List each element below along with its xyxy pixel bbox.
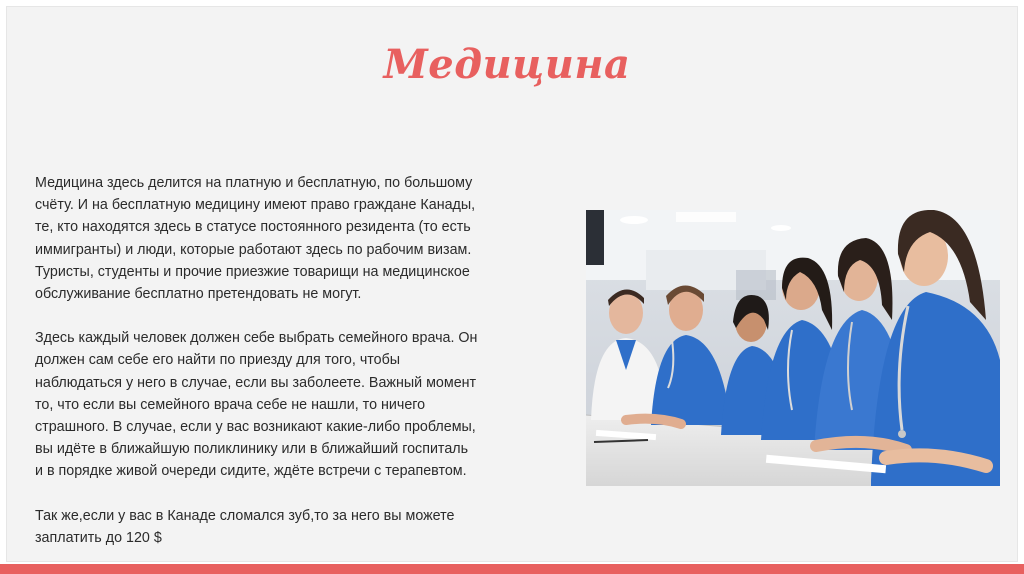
paragraph-1: Медицина здесь делится на платную и бесплатную, по большому счёту. И на бесплатную медицину имеют право граждане Канады, те, кто находятся здесь в статусе постоянного резидента (то есть иммигранты) и люди, которые работают здесь по рабочим визам. Туристы, студенты и прочие приезжие товарищи на медицинское обслуживание бесплатно претендовать не могут. — [35, 175, 476, 303]
medical-students-photo — [586, 210, 1000, 486]
slide — [6, 6, 1018, 562]
paragraph-3: Так же,если у вас в Канаде сломался зуб,то за него вы можете заплатить до 120 $ — [35, 507, 455, 546]
slide-title: Медицина — [383, 41, 631, 88]
bottom-accent-bar — [0, 564, 1024, 574]
body-text — [35, 172, 545, 571]
paragraph-2: Здесь каждый человек должен себе выбрать семейного врача. Он должен сам себе его найти по приезду для того, чтобы наблюдаться у него в случае, если вы заболеете. Важный момент то, что если вы семейного врача себе не нашли, то ничего страшного. В случае, если у вас возникают какие-либо проблемы, вы идёте в ближайшую поликлинику или в ближайший госпиталь и в порядке живой очереди сидите, ждёте встречи с терапевтом. — [35, 330, 478, 480]
